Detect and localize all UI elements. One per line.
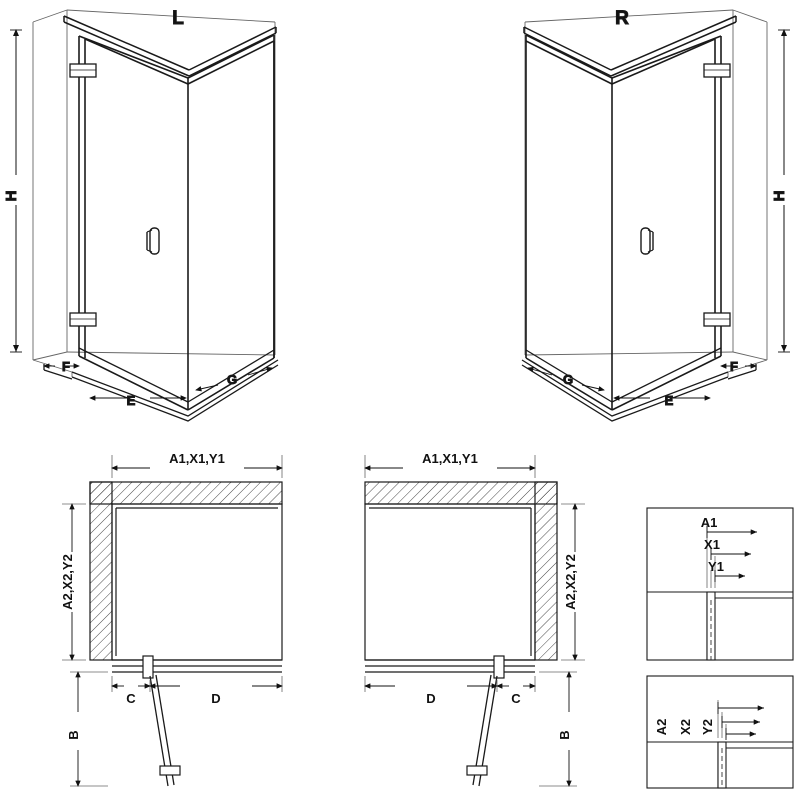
iso-left-f-label: F — [62, 359, 70, 374]
plan-left-side-dimension-label: A2,X2,Y2 — [60, 554, 75, 610]
plan-right-front-profile — [365, 656, 535, 678]
iso-right-title: R — [615, 8, 629, 29]
iso-right-height-label: H — [771, 190, 788, 202]
plan-right-walls — [365, 482, 557, 660]
detail-top-x1-label: X1 — [704, 537, 720, 552]
detail-view-bottom — [647, 676, 793, 788]
iso-right-hinge-bottom — [704, 313, 730, 326]
plan-view-left — [60, 451, 282, 786]
iso-left-door-handle — [147, 228, 159, 254]
detail-view-top — [647, 508, 793, 660]
plan-right-open-door — [467, 675, 497, 786]
plan-left-top-dimension-label: A1,X1,Y1 — [169, 451, 225, 466]
iso-left-e-label: E — [126, 393, 136, 408]
plan-right-c-label: C — [511, 691, 521, 706]
iso-left-hinge-bottom — [70, 313, 96, 326]
iso-right-base-profile — [522, 348, 756, 421]
plan-right-b-label: B — [557, 730, 572, 740]
plan-left-front-profile — [112, 656, 282, 678]
plan-left-d-label: D — [211, 691, 221, 706]
detail-bottom-y2-label: Y2 — [700, 719, 715, 735]
iso-right-f-label: F — [730, 359, 738, 374]
iso-left-hinge-top — [70, 64, 96, 77]
iso-left-title: L — [172, 8, 184, 29]
detail-bottom-geometry — [647, 742, 793, 788]
plan-right-top-dimension-label: A1,X1,Y1 — [422, 451, 478, 466]
detail-bottom-a2-label: A2 — [654, 718, 669, 736]
plan-view-right — [365, 451, 585, 786]
detail-bottom-dimensions — [718, 702, 764, 740]
iso-left-base-profile — [44, 348, 278, 421]
iso-left-g-label: G — [226, 372, 238, 387]
iso-right-e-label: E — [664, 393, 674, 408]
iso-view-left — [3, 8, 278, 421]
iso-right-g-label: G — [562, 372, 574, 387]
plan-left-c-label: C — [126, 691, 136, 706]
detail-top-geometry — [647, 592, 793, 660]
iso-left-height-label: H — [3, 190, 20, 202]
iso-view-right — [522, 8, 790, 421]
detail-top-a1-label: A1 — [700, 515, 718, 530]
iso-right-hinge-top — [704, 64, 730, 77]
detail-top-y1-label: Y1 — [708, 559, 724, 574]
plan-right-side-dimension-label: A2,X2,Y2 — [563, 554, 578, 610]
iso-left-bottom-dimensions — [44, 366, 272, 398]
plan-right-enclosure — [365, 504, 535, 660]
plan-left-open-door — [150, 675, 180, 786]
plan-left-b-label: B — [66, 730, 81, 740]
plan-left-walls — [90, 482, 282, 660]
detail-bottom-x2-label: X2 — [678, 719, 693, 735]
iso-right-door-handle — [641, 228, 653, 254]
plan-right-d-label: D — [426, 691, 436, 706]
plan-left-enclosure — [112, 504, 282, 660]
